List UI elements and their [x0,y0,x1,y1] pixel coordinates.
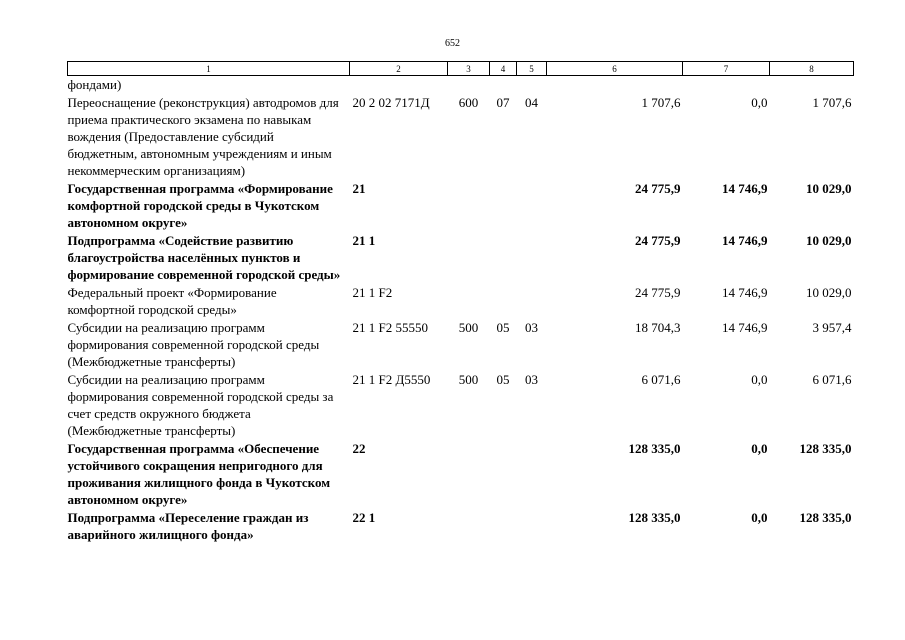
row-code [350,76,448,95]
row-column-8: 1 707,6 [812,95,852,110]
row-column-7: 14 746,9 [722,320,768,335]
table-body [68,76,854,545]
row-column-5 [517,509,547,544]
row-column-8: 10 029,0 [806,285,852,300]
row-column-8: 6 071,6 [812,372,852,387]
table-row [68,319,854,371]
row-column-3: 500 [458,372,479,387]
row-code: 21 [352,181,366,196]
column-header-7: 7 [683,62,770,76]
column-header-3: 3 [448,62,490,76]
row-column-6: 24 775,9 [635,285,681,300]
row-name: Субсидии на реализацию программ формирования современной городской среды (Межбюджетные трансферты) [67,320,320,369]
row-column-3 [448,440,490,509]
row-column-8: 3 957,4 [812,320,852,335]
row-column-4: 07 [496,95,510,110]
row-column-8: 10 029,0 [806,233,852,248]
row-column-5 [517,232,547,284]
row-column-4 [490,76,517,95]
row-column-8: 128 335,0 [799,441,852,456]
row-column-6: 24 775,9 [635,181,681,196]
row-column-7: 14 746,9 [722,181,768,196]
row-column-3 [448,284,490,319]
row-column-5: 03 [525,372,538,387]
row-column-3 [448,76,490,95]
row-column-7 [683,76,770,95]
row-code: 22 [352,441,366,456]
row-column-6: 24 775,9 [635,233,681,248]
row-column-3 [448,232,490,284]
column-header-8: 8 [770,62,854,76]
table-row [68,94,854,180]
row-column-7: 0,0 [751,441,768,456]
table-row [68,76,854,95]
column-header-6: 6 [547,62,683,76]
row-code: 21 1 F2 Д5550 [352,372,431,387]
column-number-header-row [68,62,854,76]
table-row [68,371,854,440]
row-column-6: 1 707,6 [641,95,681,110]
row-name: Государственная программа «Формирование комфортной городской среды в Чукотском автономном округе» [67,181,333,230]
row-name: Федеральный проект «Формирование комфортной городской среды» [67,285,277,317]
row-column-3: 500 [458,320,479,335]
budget-table [67,61,854,544]
row-code: 22 1 [352,510,376,525]
table-row [68,232,854,284]
row-column-7: 0,0 [751,372,768,387]
row-name: Подпрограмма «Переселение граждан из аварийного жилищного фонда» [67,510,309,542]
row-code: 21 1 [352,233,376,248]
column-header-1: 1 [68,62,350,76]
row-column-6 [547,76,683,95]
column-header-4: 4 [490,62,517,76]
row-column-5 [517,76,547,95]
row-column-8 [770,76,854,95]
row-column-3: 600 [458,95,479,110]
row-column-4 [490,440,517,509]
row-column-4 [490,232,517,284]
row-column-7: 0,0 [751,510,768,525]
row-column-5 [517,440,547,509]
page-number: 652 [445,38,460,49]
row-column-5 [517,180,547,232]
table-row [68,509,854,544]
row-column-3 [448,509,490,544]
row-column-6: 128 335,0 [628,510,681,525]
row-column-6: 6 071,6 [641,372,681,387]
row-code: 21 1 F2 [352,285,393,300]
row-column-7: 0,0 [751,95,768,110]
row-column-7: 14 746,9 [722,233,768,248]
row-name: Субсидии на реализацию программ формирования современной городской среды за счет средств окружного бюджета (Межбюджетные трансферты) [67,372,334,438]
table-row [68,180,854,232]
row-code: 20 2 02 7171Д [352,95,430,110]
table-row [68,284,854,319]
row-column-7: 14 746,9 [722,285,768,300]
row-name: Подпрограмма «Содействие развитию благоустройства населённых пунктов и формирование современной городской среды» [67,233,341,282]
table-row [68,440,854,509]
row-column-5 [517,284,547,319]
row-column-4: 05 [496,320,510,335]
row-column-4 [490,180,517,232]
row-column-5: 04 [525,95,538,110]
row-column-5: 03 [525,320,538,335]
row-column-4 [490,509,517,544]
row-name: фондами) [67,77,122,92]
row-column-8: 10 029,0 [806,181,852,196]
row-column-4 [490,284,517,319]
row-code: 21 1 F2 55550 [352,320,428,335]
row-column-6: 18 704,3 [635,320,681,335]
row-column-4: 05 [496,372,510,387]
row-column-6: 128 335,0 [628,441,681,456]
column-header-2: 2 [350,62,448,76]
row-name: Переоснащение (реконструкция) автодромов для приема практического экзамена по навыкам вождения (Предоставление субсидий бюджетным, автономным учреждениям и иным некоммерческим организациям) [67,95,339,178]
row-column-3 [448,180,490,232]
row-column-8: 128 335,0 [799,510,852,525]
column-header-5: 5 [517,62,547,76]
row-name: Государственная программа «Обеспечение устойчивого сокращения непригодного для проживания жилищного фонда в Чукотском автономном округе» [67,441,331,507]
